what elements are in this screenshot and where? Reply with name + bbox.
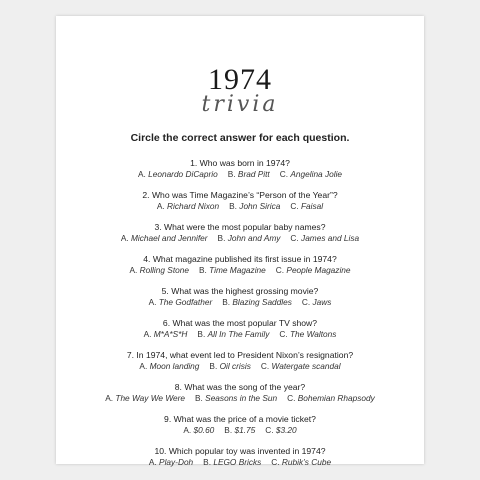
- answer-option-a[interactable]: [144, 329, 188, 339]
- option-text: Brad Pitt: [237, 169, 270, 179]
- option-letter: B.: [229, 201, 237, 211]
- question-text: 3. What were the most popular baby names?: [154, 222, 326, 232]
- answer-option-a[interactable]: [129, 265, 189, 275]
- option-letter: A.: [105, 393, 114, 403]
- option-text: $0.60: [193, 425, 215, 435]
- option-letter: C.: [290, 201, 299, 211]
- answer-option-b[interactable]: [209, 361, 251, 371]
- option-text: People Magazine: [286, 265, 351, 275]
- option-letter: A.: [139, 361, 148, 371]
- answer-option-a[interactable]: [105, 393, 185, 403]
- answer-options: [56, 233, 424, 244]
- question-text: 6. What was the most popular TV show?: [162, 318, 318, 328]
- question-text: 8. What was the song of the year?: [174, 382, 306, 392]
- option-letter: C.: [279, 329, 288, 339]
- option-letter: B.: [209, 361, 218, 371]
- question-3: [56, 222, 424, 244]
- option-text: M*A*S*H: [153, 329, 188, 339]
- option-letter: C.: [279, 169, 289, 179]
- answer-options: [56, 457, 424, 468]
- instructions: Circle the correct answer for each question.: [130, 132, 350, 144]
- answer-options: [56, 265, 424, 276]
- trivia-sheet: [56, 16, 424, 467]
- option-letter: B.: [222, 297, 231, 307]
- question-10: [56, 446, 424, 468]
- option-letter: B.: [198, 265, 207, 275]
- answer-option-c[interactable]: [279, 329, 336, 339]
- answer-option-a[interactable]: [149, 457, 193, 467]
- option-letter: C.: [301, 297, 311, 307]
- answer-options: [56, 201, 424, 212]
- answer-option-a[interactable]: [121, 233, 208, 243]
- question-text: 4. What magazine published its first issue in 1974?: [143, 254, 337, 264]
- question-list: [56, 158, 424, 468]
- answer-option-c[interactable]: [261, 361, 341, 371]
- year-title: 1974: [208, 63, 272, 96]
- answer-option-b[interactable]: [197, 329, 269, 339]
- option-letter: B.: [224, 425, 233, 435]
- option-letter: C.: [287, 393, 296, 403]
- question-text: 7. In 1974, what event led to President Nixon’s resignation?: [126, 350, 354, 360]
- answer-option-c[interactable]: [265, 425, 296, 435]
- answer-option-c[interactable]: [280, 169, 342, 179]
- answer-option-c[interactable]: [290, 233, 359, 243]
- option-text: Rubik’s Cube: [281, 457, 332, 467]
- option-letter: C.: [260, 361, 270, 371]
- option-text: John and Amy: [227, 233, 281, 243]
- question-text: 5. What was the highest grossing movie?: [161, 286, 319, 296]
- answer-option-b[interactable]: [228, 169, 270, 179]
- option-text: $3.20: [275, 425, 297, 435]
- option-letter: A.: [143, 329, 152, 339]
- option-text: Leonardo DiCaprio: [148, 169, 218, 179]
- question-6: [56, 318, 424, 340]
- answer-options: [56, 297, 424, 308]
- answer-option-c[interactable]: [271, 457, 331, 467]
- answer-option-c[interactable]: [276, 265, 351, 275]
- option-letter: A.: [137, 169, 146, 179]
- answer-option-c[interactable]: [287, 393, 375, 403]
- option-text: Moon landing: [149, 361, 200, 371]
- option-text: Rolling Stone: [139, 265, 189, 275]
- option-letter: C.: [290, 233, 299, 243]
- option-text: Richard Nixon: [167, 201, 220, 211]
- answer-option-a[interactable]: [183, 425, 214, 435]
- answer-options: [56, 393, 424, 404]
- option-text: John Sirica: [239, 201, 281, 211]
- answer-option-a[interactable]: [149, 297, 213, 307]
- answer-option-b[interactable]: [195, 393, 277, 403]
- option-letter: C.: [265, 425, 274, 435]
- option-letter: B.: [195, 393, 203, 403]
- question-7: [56, 350, 424, 372]
- option-text: Michael and Jennifer: [130, 233, 208, 243]
- answer-option-b[interactable]: [229, 201, 280, 211]
- option-text: Time Magazine: [209, 265, 266, 275]
- answer-option-b[interactable]: [224, 425, 255, 435]
- answer-option-a[interactable]: [139, 361, 199, 371]
- option-text: LEGO Bricks: [213, 457, 262, 467]
- answer-option-b[interactable]: [203, 457, 261, 467]
- answer-options: [56, 329, 424, 340]
- answer-options: [56, 425, 424, 436]
- question-4: [56, 254, 424, 276]
- option-text: Watergate scandal: [271, 361, 341, 371]
- question-9: [56, 414, 424, 436]
- question-text: 1. Who was born in 1974?: [190, 158, 290, 168]
- question-2: [56, 190, 424, 212]
- option-text: Jaws: [312, 297, 332, 307]
- option-text: Oil crisis: [219, 361, 251, 371]
- option-letter: B.: [203, 457, 212, 467]
- answer-option-a[interactable]: [157, 201, 219, 211]
- option-text: All In The Family: [207, 329, 270, 339]
- option-letter: A.: [156, 201, 165, 211]
- option-text: Angelina Jolie: [290, 169, 343, 179]
- option-text: The Godfather: [158, 297, 213, 307]
- answer-options: [56, 169, 424, 180]
- option-letter: A.: [183, 425, 192, 435]
- question-1: [56, 158, 424, 180]
- option-letter: B.: [197, 329, 206, 339]
- answer-option-b[interactable]: [218, 233, 281, 243]
- question-8: [56, 382, 424, 404]
- option-letter: C.: [275, 265, 285, 275]
- question-text: 10. Which popular toy was invented in 1974?: [154, 446, 326, 456]
- option-letter: A.: [120, 233, 129, 243]
- option-text: The Waltons: [289, 329, 337, 339]
- answer-option-b[interactable]: [199, 265, 266, 275]
- answer-option-c[interactable]: [290, 201, 323, 211]
- trivia-subtitle: trivia: [201, 92, 279, 117]
- answer-option-b[interactable]: [222, 297, 292, 307]
- option-text: Bohemian Rhapsody: [297, 393, 375, 403]
- option-text: James and Lisa: [301, 233, 360, 243]
- option-text: Faisal: [300, 201, 324, 211]
- option-text: The Way We Were: [115, 393, 185, 403]
- answer-option-a[interactable]: [138, 169, 218, 179]
- answer-options: [56, 361, 424, 372]
- option-text: Play-Doh: [159, 457, 194, 467]
- option-letter: A.: [129, 265, 138, 275]
- answer-option-c[interactable]: [302, 297, 332, 307]
- question-5: [56, 286, 424, 308]
- option-letter: B.: [217, 233, 226, 243]
- question-text: 9. What was the price of a movie ticket?: [164, 414, 316, 424]
- option-letter: A.: [148, 297, 157, 307]
- option-letter: A.: [148, 457, 157, 467]
- option-letter: B.: [227, 169, 236, 179]
- option-text: $1.75: [234, 425, 256, 435]
- option-letter: C.: [271, 457, 280, 467]
- question-text: 2. Who was Time Magazine’s “Person of the Year”?: [142, 190, 338, 200]
- option-text: Seasons in the Sun: [205, 393, 278, 403]
- option-text: Blazing Saddles: [232, 297, 292, 307]
